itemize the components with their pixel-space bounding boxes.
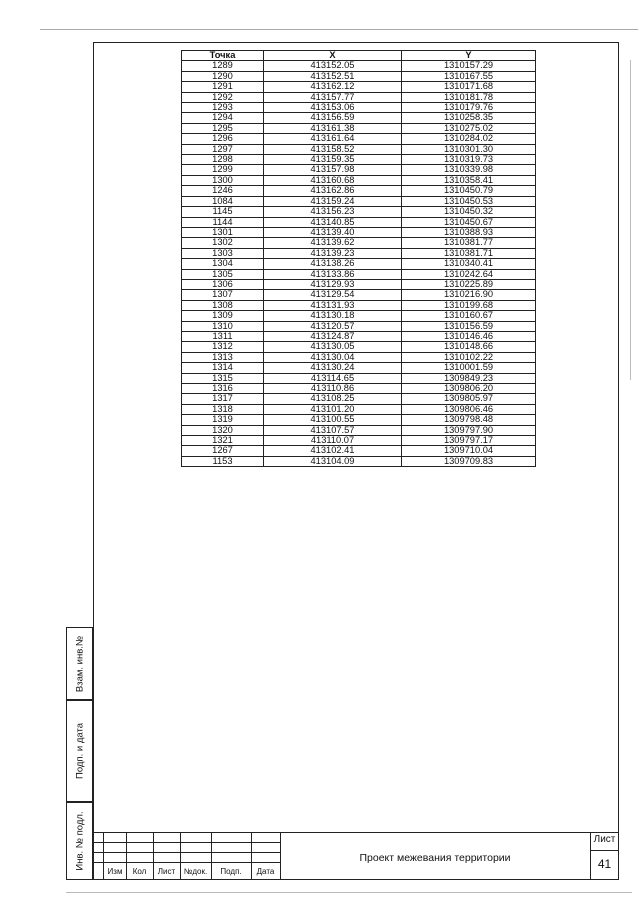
table-row [182, 446, 536, 456]
tb-col-kol: Кол [132, 867, 147, 876]
cell-x: 413139.23 [264, 248, 402, 258]
cell-x: 413158.52 [264, 144, 402, 154]
cell-point: 1145 [182, 207, 264, 217]
cell-x: 413104.09 [264, 456, 402, 466]
stamp-inv-zam [66, 627, 93, 700]
cell-point: 1294 [182, 113, 264, 123]
cell-point: 1300 [182, 175, 264, 185]
cell-point: 1307 [182, 290, 264, 300]
table-row [182, 227, 536, 237]
cell-y: 1310275.02 [402, 123, 536, 133]
cell-y: 1309806.20 [402, 384, 536, 394]
cell-x: 413100.55 [264, 415, 402, 425]
table-row [182, 165, 536, 175]
stamp-inv-podl-label: Инв. № подл. [74, 811, 85, 871]
cell-x: 413133.86 [264, 269, 402, 279]
cell-point: 1318 [182, 404, 264, 414]
table-row [182, 217, 536, 227]
cell-y: 1310450.67 [402, 217, 536, 227]
cell-y: 1310340.41 [402, 259, 536, 269]
cell-point: 1295 [182, 123, 264, 133]
table-row [182, 123, 536, 133]
table-row [182, 384, 536, 394]
cell-x: 413160.68 [264, 175, 402, 185]
cell-y: 1310339.98 [402, 165, 536, 175]
cell-y: 1309806.46 [402, 404, 536, 414]
coordinates-table-body [182, 61, 536, 467]
cell-x: 413139.40 [264, 227, 402, 237]
cell-y: 1310181.78 [402, 92, 536, 102]
cell-point: 1305 [182, 269, 264, 279]
cell-point: 1289 [182, 61, 264, 71]
table-row [182, 321, 536, 331]
cell-y: 1310146.46 [402, 331, 536, 341]
cell-x: 413110.86 [264, 384, 402, 394]
cell-x: 413156.23 [264, 207, 402, 217]
cell-x: 413129.93 [264, 279, 402, 289]
table-row [182, 279, 536, 289]
table-row [182, 404, 536, 414]
cell-y: 1309798.48 [402, 415, 536, 425]
cell-x: 413161.38 [264, 123, 402, 133]
cell-x: 413152.51 [264, 71, 402, 81]
cell-point: 1298 [182, 155, 264, 165]
cell-y: 1310225.89 [402, 279, 536, 289]
table-row [182, 92, 536, 102]
header-y: Y [402, 51, 536, 61]
cell-y: 1310102.22 [402, 352, 536, 362]
cell-y: 1310199.68 [402, 300, 536, 310]
cell-point: 1299 [182, 165, 264, 175]
table-row [182, 352, 536, 362]
cell-x: 413110.07 [264, 436, 402, 446]
cell-point: 1312 [182, 342, 264, 352]
cell-x: 413120.57 [264, 321, 402, 331]
cell-y: 1310157.29 [402, 61, 536, 71]
header-x: X [264, 51, 402, 61]
cell-point: 1317 [182, 394, 264, 404]
cell-point: 1296 [182, 134, 264, 144]
cell-x: 413129.54 [264, 290, 402, 300]
cell-point: 1153 [182, 456, 264, 466]
cell-point: 1315 [182, 373, 264, 383]
table-row [182, 175, 536, 185]
cell-point: 1084 [182, 196, 264, 206]
table-row [182, 269, 536, 279]
cell-y: 1310001.59 [402, 363, 536, 373]
cell-point: 1321 [182, 436, 264, 446]
cell-x: 413153.06 [264, 103, 402, 113]
cell-x: 413130.18 [264, 311, 402, 321]
cell-y: 1310148.66 [402, 342, 536, 352]
cell-x: 413139.62 [264, 238, 402, 248]
cell-point: 1293 [182, 103, 264, 113]
cell-y: 1310167.55 [402, 71, 536, 81]
cell-point: 1292 [182, 92, 264, 102]
table-row [182, 363, 536, 373]
cell-x: 413152.05 [264, 61, 402, 71]
cell-x: 413131.93 [264, 300, 402, 310]
cell-x: 413130.04 [264, 352, 402, 362]
cell-x: 413114.65 [264, 373, 402, 383]
table-row [182, 394, 536, 404]
cell-x: 413108.25 [264, 394, 402, 404]
cell-y: 1310358.41 [402, 175, 536, 185]
cell-y: 1309797.90 [402, 425, 536, 435]
tb-col-list: Лист [157, 867, 176, 876]
tb-col-ndok: №док. [183, 867, 208, 876]
cell-y: 1310388.93 [402, 227, 536, 237]
cell-point: 1310 [182, 321, 264, 331]
cell-y: 1310242.64 [402, 269, 536, 279]
cell-point: 1320 [182, 425, 264, 435]
cell-y: 1310450.32 [402, 207, 536, 217]
stamp-sign-date-label: Подп. и дата [74, 723, 85, 779]
cell-y: 1310171.68 [402, 82, 536, 92]
cell-x: 413107.57 [264, 425, 402, 435]
cell-y: 1310284.02 [402, 134, 536, 144]
table-row [182, 144, 536, 154]
cell-point: 1297 [182, 144, 264, 154]
cell-y: 1309849.23 [402, 373, 536, 383]
scan-edge-bottom [66, 892, 632, 893]
cell-y: 1310450.53 [402, 196, 536, 206]
cell-y: 1309797.17 [402, 436, 536, 446]
cell-point: 1267 [182, 446, 264, 456]
cell-x: 413130.05 [264, 342, 402, 352]
cell-y: 1310156.59 [402, 321, 536, 331]
table-row [182, 311, 536, 321]
cell-point: 1144 [182, 217, 264, 227]
table-row [182, 82, 536, 92]
cell-point: 1309 [182, 311, 264, 321]
cell-y: 1310319.73 [402, 155, 536, 165]
cell-y: 1310381.71 [402, 248, 536, 258]
cell-point: 1311 [182, 331, 264, 341]
table-row [182, 373, 536, 383]
cell-y: 1310258.35 [402, 113, 536, 123]
header-point: Точка [182, 51, 264, 61]
scan-edge-top [40, 29, 638, 30]
cell-point: 1302 [182, 238, 264, 248]
table-row [182, 300, 536, 310]
cell-x: 413162.12 [264, 82, 402, 92]
tb-col-data: Дата [256, 867, 275, 876]
tb-col-podp: Подп. [220, 867, 242, 876]
cell-x: 413138.26 [264, 259, 402, 269]
table-row [182, 196, 536, 206]
cell-x: 413161.64 [264, 134, 402, 144]
cell-point: 1306 [182, 279, 264, 289]
table-row [182, 259, 536, 269]
cell-point: 1301 [182, 227, 264, 237]
table-row [182, 155, 536, 165]
cell-x: 413140.85 [264, 217, 402, 227]
cell-x: 413157.77 [264, 92, 402, 102]
cell-y: 1309710.04 [402, 446, 536, 456]
stamp-inv-zam-label: Взам. инв.№ [74, 635, 85, 692]
cell-x: 413159.35 [264, 155, 402, 165]
cell-point: 1304 [182, 259, 264, 269]
table-row [182, 113, 536, 123]
table-row [182, 436, 536, 446]
document-title: Проект межевания территории [359, 851, 511, 864]
stamp-inv-podl [66, 802, 93, 880]
cell-y: 1310179.76 [402, 103, 536, 113]
table-row [182, 248, 536, 258]
cell-point: 1314 [182, 363, 264, 373]
sheet-label: Лист [593, 834, 616, 845]
table-row [182, 415, 536, 425]
cell-y: 1310381.77 [402, 238, 536, 248]
table-row [182, 134, 536, 144]
cell-x: 413101.20 [264, 404, 402, 414]
cell-y: 1309709.83 [402, 456, 536, 466]
cell-point: 1313 [182, 352, 264, 362]
coordinates-table [181, 50, 536, 467]
table-row [182, 456, 536, 466]
tb-col-izm: Изм [107, 867, 123, 876]
table-row [182, 186, 536, 196]
cell-point: 1316 [182, 384, 264, 394]
cell-x: 413159.24 [264, 196, 402, 206]
cell-x: 413162.86 [264, 186, 402, 196]
table-row [182, 238, 536, 248]
stamp-sign-date [66, 700, 93, 802]
cell-y: 1310450.79 [402, 186, 536, 196]
cell-y: 1309805.97 [402, 394, 536, 404]
table-row [182, 207, 536, 217]
cell-point: 1246 [182, 186, 264, 196]
table-row [182, 71, 536, 81]
cell-point: 1291 [182, 82, 264, 92]
scan-edge-right [630, 60, 631, 380]
table-row [182, 331, 536, 341]
table-row [182, 425, 536, 435]
table-row [182, 290, 536, 300]
cell-y: 1310301.30 [402, 144, 536, 154]
cell-y: 1310216.90 [402, 290, 536, 300]
cell-point: 1319 [182, 415, 264, 425]
sheet-number: 41 [597, 857, 612, 871]
cell-x: 413102.41 [264, 446, 402, 456]
cell-x: 413157.98 [264, 165, 402, 175]
table-header-row [182, 51, 536, 61]
cell-point: 1303 [182, 248, 264, 258]
cell-y: 1310160.67 [402, 311, 536, 321]
cell-x: 413130.24 [264, 363, 402, 373]
table-row [182, 342, 536, 352]
cell-x: 413124.87 [264, 331, 402, 341]
cell-point: 1308 [182, 300, 264, 310]
table-row [182, 61, 536, 71]
cell-x: 413156.59 [264, 113, 402, 123]
table-row [182, 103, 536, 113]
cell-point: 1290 [182, 71, 264, 81]
